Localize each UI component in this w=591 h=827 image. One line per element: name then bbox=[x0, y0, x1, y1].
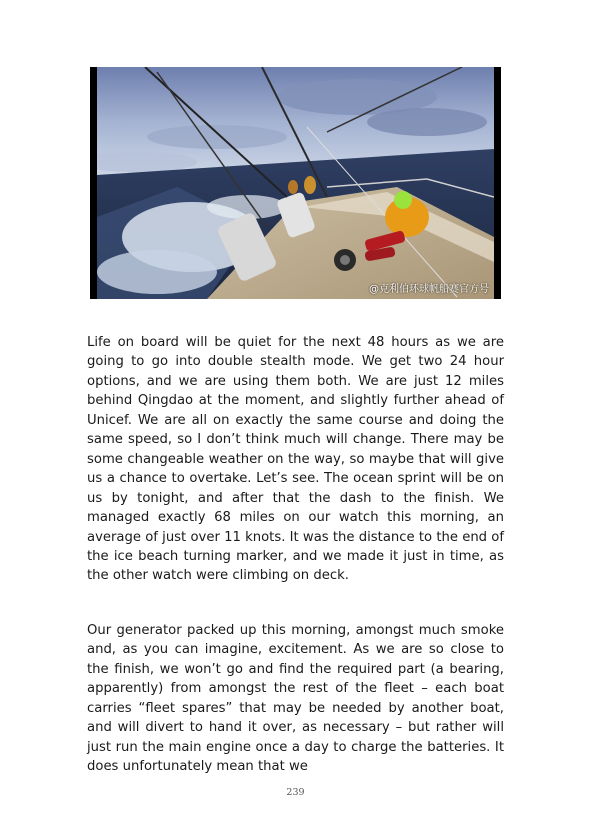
photo-watermark: @克利伯环球帆船赛官方号 bbox=[369, 284, 489, 295]
page-number: 239 bbox=[286, 787, 305, 798]
yacht-photo bbox=[90, 67, 501, 299]
body-paragraph-2: Our generator packed up this morning, amongst much smoke and, as you can imagine, excitement. As we are so close to the finish, we won’t go and find the required part (a bearing, apparently) from amongst the rest of the fleet – each boat carries “fleet spares” that may be needed by another boat, and will divert to hand it over, as necessary – but rather will just run the main engine once a day to charge the batteries. It does unfortunately mean that we bbox=[87, 623, 504, 775]
body-paragraph-1: Life on board will be quiet for the next 48 hours as we are going to go into double stealth mode. We get two 24 hour options, and we are using them both. We are just 12 miles behind Qingdao at the moment, and slightly further ahead of Unicef. We are all on exactly the same course and doing the same speed, so I don’t think much will change. There may be some changeable weather on the way, so maybe that will give us a chance to overtake. Let’s see. The ocean sprint will be on us by tonight, and after that the dash to the finish. We managed exactly 68 miles on our watch this morning, an average of just over 11 knots. It was the distance to the end of the ice beach turning marker, and we made it just in time, as the other watch were climbing on deck. bbox=[87, 335, 504, 584]
sailing-yacht-illustration bbox=[97, 67, 494, 299]
